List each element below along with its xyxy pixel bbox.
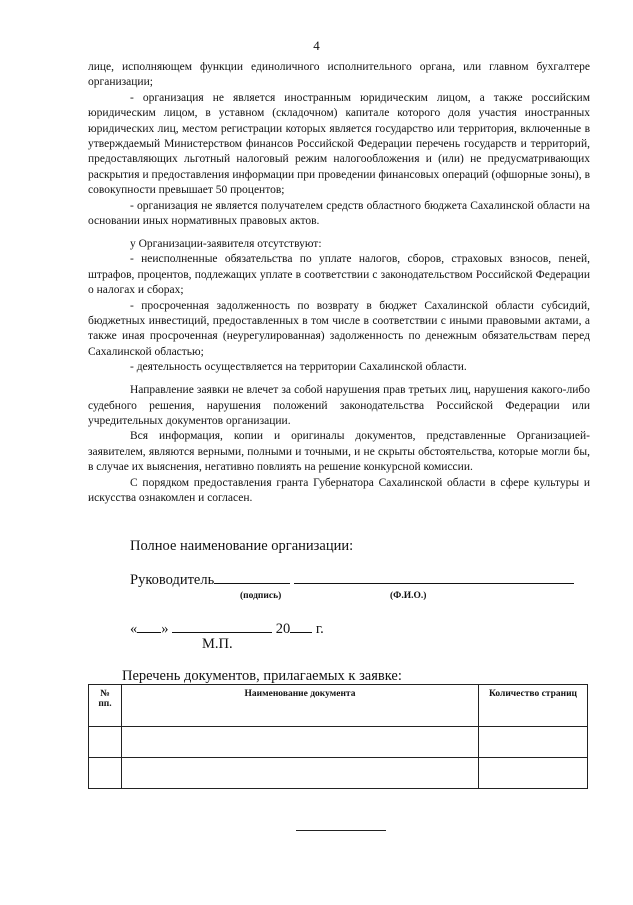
documents-table-body: [89, 727, 588, 789]
paragraph: у Организации-заявителя отсутствуют:: [130, 237, 322, 250]
paragraph: лице, исполняющем функции единоличного исполнительного органа, или главном бухгалтере организации;: [88, 61, 590, 89]
date-open-quote: «: [130, 621, 138, 637]
seal-label: М.П.: [202, 636, 233, 652]
documents-title: Перечень документов, прилагаемых к заявке:: [122, 668, 402, 684]
column-header-document-name: Наименование документа: [122, 685, 479, 727]
year-suffix: г.: [315, 621, 324, 637]
signature-caption: (подпись): [240, 591, 282, 601]
date-close-quote: »: [161, 621, 169, 637]
footer-separator-line: [296, 830, 386, 831]
paragraph: - организация не является иностранным юридическим лицом, а также российским юридическим лицом, в уставном (складочном) капитале которого доля участия иностранных юридических лиц, местом регистрации которых является государство или территория, включенные в утверждаемый Министерством финансов Российской Федерации перечень государств и территорий, предоставляющих льготный налоговый режим налогообложения и (или) не предусматривающих раскрытия и предоставления информации при проведении финансовых операций (офшорные зоны), в совокупности превышает 50 процентов;: [88, 91, 590, 197]
paragraph: Вся информация, копии и оригиналы документов, представленные Организацией-заявителем, являются верными, полными и точными, и не скрыты обстоятельства, которые могли бы, в случае их выяснения, негативно повлиять на решение конкурсной комиссии.: [88, 430, 590, 474]
paragraph: - деятельность осуществляется на территории Сахалинской области.: [130, 361, 467, 374]
year-prefix: 20: [275, 621, 291, 637]
table-cell[interactable]: [89, 758, 122, 789]
documents-table: [88, 684, 588, 789]
page-number: 4: [313, 38, 320, 53]
month-line[interactable]: [172, 620, 272, 633]
table-row: [89, 758, 588, 789]
table-cell[interactable]: [122, 727, 479, 758]
table-cell[interactable]: [479, 758, 588, 789]
table-row: [89, 727, 588, 758]
fio-line[interactable]: [294, 571, 574, 584]
fio-caption: (Ф.И.О.): [390, 591, 427, 601]
column-header-number: № пп.: [89, 685, 122, 727]
head-label: Руководитель: [130, 572, 215, 588]
column-header-page-count: Количество страниц: [479, 685, 588, 727]
paragraph: Направление заявки не влечет за собой нарушения прав третьих лиц, нарушения какого-либо судебного решения, нарушения положений законодательства Российской Федерации или учредительных документов организации.: [88, 384, 590, 427]
application-body-text: [88, 60, 590, 506]
paragraph: - неисполненные обязательства по уплате налогов, сборов, страховых взносов, пеней, штрафов, процентов, подлежащих уплате в соответствии с законодательством Российской Федерации о налогах и сборах;: [88, 253, 590, 297]
table-header-row: [89, 685, 588, 727]
year-line[interactable]: [290, 620, 312, 633]
day-line[interactable]: [137, 620, 161, 633]
full-name-label: Полное наименование организации:: [130, 538, 354, 554]
table-cell[interactable]: [479, 727, 588, 758]
paragraph: - организация не является получателем средств областного бюджета Сахалинской области на основании иных нормативных правовых актов.: [88, 199, 590, 228]
paragraph: С порядком предоставления гранта Губернатора Сахалинской области в сфере культуры и искусства ознакомлен и согласен.: [88, 476, 590, 504]
table-cell[interactable]: [122, 758, 479, 789]
head-signature-row: [130, 571, 574, 589]
table-cell[interactable]: [89, 727, 122, 758]
signature-line[interactable]: [214, 571, 290, 584]
paragraph: - просроченная задолженность по возврату в бюджет Сахалинской области субсидий, бюджетных инвестиций, предоставленных в том числе в соответствии с иными правовыми актами, а также иная просроченная (неурегулированная) задолженность по денежным обязательствам перед Сахалинской областью;: [88, 299, 590, 358]
